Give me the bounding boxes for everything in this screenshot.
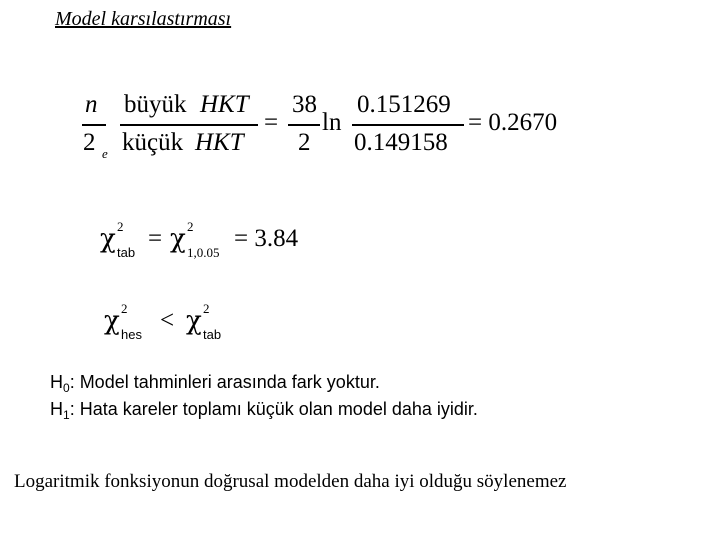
ratio-numerator-var: HKT: [200, 91, 249, 118]
equation-chi-square-table: [100, 218, 330, 264]
chi-symbol: χ: [100, 224, 116, 254]
equals-sign: =: [148, 225, 163, 252]
log-denominator: 0.149158: [354, 129, 448, 156]
conclusion-text: Logaritmik fonksiyonun doğrusal modelden daha iyi olduğu söylenemez: [14, 471, 567, 492]
ln-operator: ln: [322, 109, 342, 136]
lhs-denominator: 2: [83, 129, 96, 156]
ratio-denominator-var: HKT: [195, 129, 244, 156]
chi-symbol: χ: [104, 306, 120, 336]
chi-subscript-df: 1,0.05: [187, 245, 220, 260]
ratio-fraction-bar: [120, 124, 258, 126]
lhs-denominator-subscript: e: [102, 146, 108, 161]
ratio-numerator-word: büyük: [124, 91, 187, 118]
coef-numerator: 38: [292, 91, 317, 118]
chi-superscript: 2: [121, 301, 128, 316]
coef-denominator: 2: [298, 129, 311, 156]
slide-title: Model karsılastırması: [55, 8, 232, 30]
less-than-sign: <: [160, 307, 175, 334]
chi-superscript: 2: [203, 301, 210, 316]
hypothesis-null: $H_0$: Model tahminleri arasında fark yoktur.: [50, 372, 380, 395]
chi-subscript-tab: tab: [117, 245, 136, 260]
equation-likelihood-ratio: [82, 88, 582, 160]
chi-symbol: χ: [170, 224, 186, 254]
chi-critical-value: = 3.84: [234, 225, 299, 252]
coef-fraction-bar: [288, 124, 320, 126]
equation-chi-square-comparison: [104, 300, 244, 346]
chi-subscript-tab: tab: [203, 327, 222, 342]
log-numerator: 0.151269: [357, 91, 451, 118]
equals-sign: =: [264, 109, 279, 136]
equation-result: = 0.2670: [468, 109, 558, 136]
log-fraction-bar: [352, 124, 464, 126]
chi-superscript: 2: [117, 219, 124, 234]
lhs-fraction-bar: [82, 124, 106, 126]
lhs-numerator: n: [85, 91, 98, 118]
chi-superscript: 2: [187, 219, 194, 234]
chi-subscript-hes: hes: [121, 327, 142, 342]
hypothesis-alternative: $H_1$: Hata kareler toplamı küçük olan model daha iyidir.: [50, 399, 478, 422]
ratio-denominator-word: küçük: [122, 129, 184, 156]
chi-symbol: χ: [186, 306, 202, 336]
